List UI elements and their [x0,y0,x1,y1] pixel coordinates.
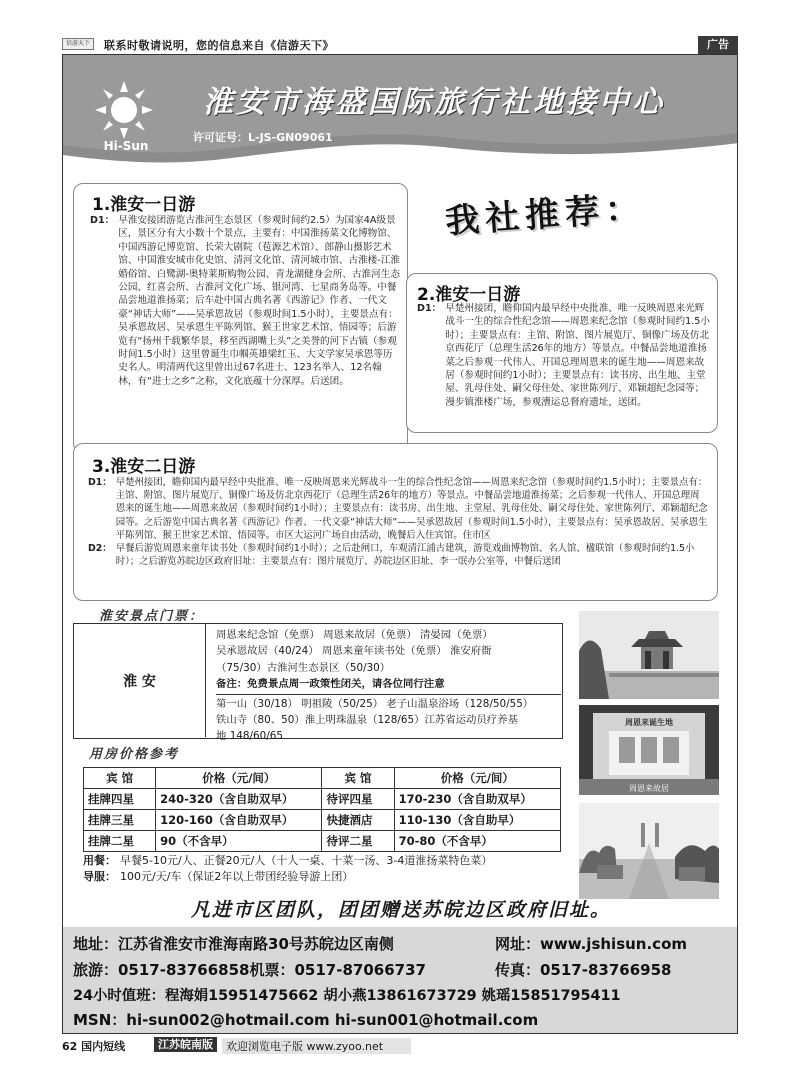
hotel-price: 170-230（含自助双早） [394,789,560,810]
hotel-grade: 待评二星 [322,831,394,852]
table-row [84,789,561,810]
day-label: D1： [90,215,115,226]
day-text: 早楚州接团，瞻仰国内最早经中央批准、唯一反映周恩来光辉战斗一生的综合性纪念馆——周恩来纪念馆（参观时间约1.5小时）；主要景点有：主馆、附馆、图片展览厅、铜像广场及仿北京西花厅（总理生活26年的地方）等景点。中餐品尝地道淮扬菜之后参观一代伟人、开国总理周恩来的诞生地——周恩来故居（参观时间约1小时）；主要景点有：读书房、出生地、主堂屋、乳母住处、嗣父母住处、家世陈列厅、邓颖超纪念园等；漫步镇淮楼广场，参观漕运总督府遗址，送团。 [445,303,710,408]
meal-text: 早餐5-10元/人、正餐20元/人（十人一桌、十菜一汤、3-4道淮扬菜特色菜） [120,854,493,867]
photo-tomb-avenue [579,803,719,899]
page-number: 62 国内短线 [62,1040,126,1053]
hotel-grade: 挂牌三星 [84,810,156,831]
address: 地址：江苏省淮安市淮海南路30号苏皖边区南侧 [73,935,394,953]
hotel-price: 70-80（不含早） [394,831,560,852]
hotel-grade: 挂牌四星 [84,789,156,810]
promo-slogan: 凡进市区团队，团团赠送苏皖边区政府旧址。 [190,899,611,921]
footer-website: 欢迎浏览电子版 www.zyoo.net [222,1038,411,1054]
ticket-line: 周恩来纪念馆（免票） 周恩来故居（免票） 清晏园（免票） [216,629,493,641]
tickets-section-title: 淮安景点门票： [99,609,205,624]
day-text: 早淮安接团游览古淮河生态景区（参观时间约2.5）为国家4A级景区，景区分有大小数十个景点，主要有：中国淮扬菜文化博物馆、中国西游记博览馆、长荣大剧院（苞源艺术馆）、郎静山摄影艺术馆、中国淮安城市化史馆、清河文化馆、清河城市馆、古淮楼-江淮婚俗馆、白鹭湖-奥特莱斯购物公园、青龙湖健身会所、古淮河生态公园、红喜会所、古淮河文化广场、银河湾、七星商务岛等。中餐品尝地道淮扬菜；后车赴中国古典名著《西游记》作者、一代文豪“神话大师”——吴承恩故居（参观时间1.5小时），主要景点有：吴承恩故居、吴承恩生平陈列馆、猴王世家艺术馆、悟园等；后游览有“扬州千载繁华景，移至西湖嘴上头”之美誉的河下古镇（参观时间1.5小时）这里曾诞生巾帼英雄梁红玉、大文学家吴承恩等历史名人。明清两代这里曾出过67名进士、123名举人、12名翰林，有“进士之乡”之称，文化底蕴十分深厚。后送团。 [118,215,400,387]
hotel-grade: 快捷酒店 [322,810,394,831]
ticket-note: 备注：免费景点周一政策性闭关，请各位同行注意 [216,676,561,694]
photo-zhou-residence [579,705,719,795]
fax: 传真：0517-83766958 [495,961,672,979]
header-band [63,55,738,165]
ticket-price-box [73,623,563,743]
tour-itinerary [88,476,708,568]
guide-key: 导服： [83,870,116,883]
meal-line [83,853,583,869]
agency-title: 淮安市海盛国际旅行社地接中心 [203,85,665,120]
photo-caption: 周恩来故居 [629,784,669,793]
website: 网址：www.jshisun.com [495,935,688,953]
photo-sign-text: 周恩来诞生地 [625,718,673,727]
guide-line [83,869,583,885]
itinerary-day [90,214,400,388]
ticket-line: 吴承恩故居（40/24） 周恩来童年读书处（免票） 淮安府衙 [216,645,492,658]
itinerary-day [88,476,708,542]
hotel-price: 90（不含早） [156,831,322,852]
hotel-grade: 挂牌二星 [84,831,156,852]
photo-pavilion [579,611,719,699]
table-row [84,810,561,831]
hotel-price: 240-320（含自助双早） [156,789,322,810]
ad-tag: 广告 [698,36,738,54]
column-header: 价格（元/间） [394,768,560,789]
itinerary-day [88,542,708,568]
meal-key: 用餐： [83,854,116,867]
tour-itinerary [90,214,400,388]
ticket-line: （75/30）古淮河生态景区（50/30） [216,661,391,674]
recommend-heading: 我社推荐： [444,188,647,242]
reader-notice: 联系时敬请说明，您的信息来自《信游天下》 [104,39,334,52]
travel-phone: 旅游：0517-83766858机票：0517-87066737 [73,961,426,979]
tour-itinerary [417,302,713,409]
msn: MSN：hi-sun002@hotmail.com hi-sun001@hotmail.com [73,1011,539,1029]
ticket-lines [216,627,561,745]
top-strip [62,36,738,54]
license-number: 许可证号：L-JS-GN09061 [193,131,333,144]
day-text: 早餐后游览周恩来童年读书处（参观时间约1小时）；之后赴闸口，车观清江浦古建筑，游览戏曲博物馆、名人馆、楹联馆（参观时间约1.5小时）；之后游览苏皖边区政府旧址：主要景点有：图片展览厅、苏皖边区旧址、李一氓办公室等，中餐后送团 [115,543,695,568]
publication-logo: 信游天下 [62,38,94,50]
tour-title: 1.淮安一日游 [92,195,196,215]
hotel-price-table [83,767,561,852]
day-text: 早楚州接团，瞻仰国内最早经中央批准、唯一反映周恩来光辉战斗一生的综合性纪念馆——周恩来纪念馆（参观时间约1.5小时）；主要景点有：主馆、附馆、图片展览厅、铜像广场及仿北京西花厅（总理生活26年的地方）等景点。中餐品尝地道淮扬菜；之后参观一代伟人、开国总理周恩来的诞生地——周恩来故居（参观时间约1小时）；主要景点有：读书房、出生地、主堂屋、乳母住处、嗣父母住处、家世陈列厅、邓颖超纪念园等。之后游览中国古典名著《西游记》作者、一代文豪“神话大师”——吴承恩故居（参观时间1.5小时），主要景点有：吴承恩故居、吴承恩生平陈列馆、猴王世家艺术馆、悟园等。市区大运河广场自由活动，晚餐后入住宾馆。住市区 [115,477,708,541]
table-header-row [84,768,561,789]
meal-guide-info [83,853,583,885]
edition-tag: 江苏皖南版 [154,1037,217,1052]
hotel-price: 110-130（含自助早） [394,810,560,831]
hotel-price: 120-160（含自助双早） [156,810,322,831]
hotel-grade: 待评四星 [322,789,394,810]
day-label: D1： [88,477,112,488]
ticket-line: 第一山（30/18） 明祖陵（50/25） 老子山温泉浴场（128/50/55） [216,697,534,710]
tour-box-3 [73,443,718,601]
ticket-line: 地 148/60/65 [216,730,283,743]
tour-title: 3.淮安二日游 [92,457,196,477]
tour-box-1 [73,183,408,453]
page-footer [62,1036,738,1054]
guide-text: 100元/天/车（保证2年以上带团经验导游上团） [120,870,354,883]
hotels-section-title: 用房价格参考 [89,747,180,762]
city-label: 淮 安 [74,624,206,737]
table-row [84,831,561,852]
brand-name: Hi-Sun [103,139,149,153]
sun-logo-icon [95,81,153,139]
day-label: D1： [417,303,442,314]
itinerary-day [417,302,713,409]
contact-block [63,927,738,1034]
tour-title: 2.淮安一日游 [417,285,521,305]
column-header: 宾 馆 [322,768,394,789]
ticket-line: 铁山寺（80、50）淮上明珠温泉（128/65）江苏省运动员疗养基 [216,714,518,727]
hotline: 24小时值班：程海娟15951475662 胡小燕13861673729 姚瑶15851795411 [73,988,621,1004]
ad-frame [62,54,738,1034]
tour-box-2 [406,273,718,433]
day-label: D2： [88,543,112,555]
column-header: 价格（元/间） [156,768,322,789]
column-header: 宾 馆 [84,768,156,789]
